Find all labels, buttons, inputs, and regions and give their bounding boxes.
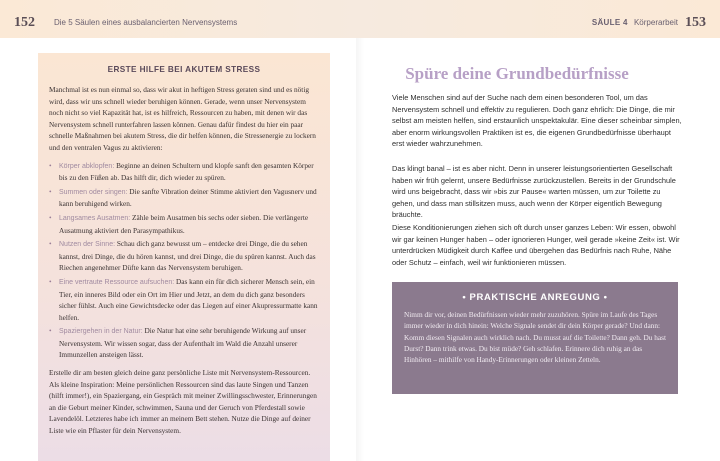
item-keyword: Nutzen der Sinne:: [59, 241, 116, 249]
item-keyword: Körper abklopfen:: [59, 162, 115, 170]
list-item: [49, 186, 319, 210]
item-keyword: Langsames Ausatmen:: [59, 214, 131, 222]
measures-list: [49, 160, 319, 362]
chapter-heading: Spüre deine Grundbedürfnisse: [405, 64, 629, 83]
paragraph-2: Das klingt banal – ist es aber nicht. Denn in unserer leistungsorientierten Gesellschaft haben wir früh gelernt, unsere Bedürfnisse zurückzustellen. Bereits in der Grundschule wird uns beigebracht, dass wir »bis zur Pause« warten müssen, um zur Toilette zu gehen, und dass man stillsitzen muss, auch wenn der Körper eigentlich Bewegung bräuchte.: [392, 164, 676, 219]
running-title-left: Die 5 Säulen eines ausbalancierten Nervensystems: [54, 18, 238, 27]
stress-first-aid-box: [38, 53, 330, 461]
item-keyword: Summen oder singen:: [59, 188, 128, 196]
page-number-left: 152: [14, 15, 35, 30]
book-gutter: [356, 38, 364, 461]
bullet-icon: •: [49, 276, 52, 286]
item-keyword: Eine vertraute Ressource aufsuchen:: [59, 278, 175, 286]
paragraph-3: Diese Konditionierungen ziehen sich oft durch unser ganzes Leben: Wir essen, obwohl wir gar keinen Hunger haben – oder ignorieren Hunger, weil gerade »keine Zeit« ist. Wir unterdrücken Müdigkeit durch Kaffee und übergehen das Bedürfnis nach Ruhe, Nähe oder Schutz – einfach, weil wir funktionieren müssen.: [392, 223, 680, 267]
item-text: Das kann ein für dich sicherer Mensch sein, ein Tier, ein inneres Bild oder ein Ort im Hier und Jetzt, an dem du dich ganz besonders sicher fühlst. Auch eine Gewichtsdecke oder das Liegen auf einer Akupressurmatte kann helfen.: [59, 276, 318, 322]
bullet-icon: •: [49, 212, 52, 222]
page-header: [0, 0, 720, 38]
page-number-right: 153: [685, 15, 706, 30]
item-text: Schau dich ganz bewusst um – entdecke drei Dinge, die du sehen kannst, drei Dinge, die du hören kannst, und drei Dinge, die du spüren kannst. Auch das Riechen angenehmer Düfte kann das Nervensystem beruhigen.: [59, 239, 316, 273]
tip-title: • PRAKTISCHE ANREGUNG •: [462, 292, 608, 303]
bullet-icon: •: [49, 186, 52, 196]
list-item: [49, 212, 319, 236]
list-item: [49, 325, 319, 361]
paragraph-1: Viele Menschen sind auf der Suche nach dem einen besonderen Tool, um das Nervensystem schnell und effektiv zu regulieren. Doch ganz ehrlich: Die Dinge, die mir selbst am meisten helfen, sind erstaunlich unspektakulär. Eine dieser scheinbar simplen, aber enorm wirkungsvollen Praktiken ist es, die eigenen Grundbedürfnisse überhaupt erst wieder wahrzunehmen.: [392, 93, 682, 148]
bullet-icon: •: [49, 160, 52, 170]
item-text: Zähle beim Ausatmen bis sechs oder sieben. Die verlängerte Ausatmung aktiviert den Parasympathikus.: [59, 212, 309, 235]
box-intro: Manchmal ist es nun einmal so, dass wir akut in heftigen Stress geraten sind und es nötig wird, dass wir uns schnell wieder beruhigen können. Gerade, wenn unser Nervensystem noch nicht so viel Kapazität hat, ist es hilfreich, Ressourcen zu haben, mit denen wir das Nervensystem schnell runterfahren lassen können. Genau dafür findest du hier ein paar schnelle Maßnahmen bei akutem Stress, die dir helfen können, die Stressenergie zu lockern und den ventralen Vagus zu aktivieren:: [49, 85, 316, 152]
item-text: Beginne an deinen Schultern und klopfe sanft den gesamten Körper bis zu den Füßen ab. Das hilft dir, dich wieder zu spüren.: [59, 160, 314, 183]
item-text: Die sanfte Vibration deiner Stimme aktiviert den Vagusnerv und kann beruhigend wirken.: [59, 186, 317, 209]
section-title: Körperarbeit: [633, 18, 678, 27]
section-label: SÄULE 4: [591, 18, 628, 27]
list-item: [49, 238, 319, 274]
running-title-right: [592, 18, 678, 27]
list-item: [49, 160, 319, 184]
item-keyword: Spaziergehen in der Natur:: [59, 328, 143, 336]
box-title: ERSTE HILFE BEI AKUTEM STRESS: [107, 65, 261, 74]
list-item: [49, 276, 319, 323]
bullet-icon: •: [49, 239, 52, 249]
item-text: Die Natur hat eine sehr beruhigende Wirkung auf unser Nervensystem. Wir wissen sogar, dass der Aufenthalt im Wald die Anzahl unserer Immunzellen ansteigen lässt.: [59, 326, 307, 360]
tip-text: Nimm dir vor, deinen Bedürfnissen wieder mehr zuzuhören. Spüre im Laufe des Tages immer wieder in dich hinein: Welche Signale sendet dir dein Körper gerade? Und dann: Komm diesen Signalen auch wirklich nach. Du musst auf die Toilette? Dann geh. Du hast Durst? Dann trink etwas. Du bist müde? Geh schlafen. Erinnere dich ruhig an das Hinhören – mithilfe von Handy-Erinnerungen oder kleinen Zetteln.: [404, 310, 666, 365]
box-outro: Erstelle dir am besten gleich deine ganz persönliche Liste mit Nervensystem-Ressourcen. Als kleine Inspiration: Meine persönlichen Ressourcen sind das laute Singen und Tanzen (hilft immer!), ein Spaziergang, ein Gespräch mit meiner Zwillingsschwester, Erinnerungen an die Geburt meiner Kinder, schwimmen, Sauna und der Geruch von Pferdestall sowie Lavendelöl. Letzteres habe ich immer an meinem Bett stehen. Nutze die Dinge auf deiner Liste wie ein Pflaster für dein Nervensystem.: [49, 368, 317, 436]
practical-tip-box: [392, 282, 678, 394]
bullet-icon: •: [49, 326, 52, 336]
